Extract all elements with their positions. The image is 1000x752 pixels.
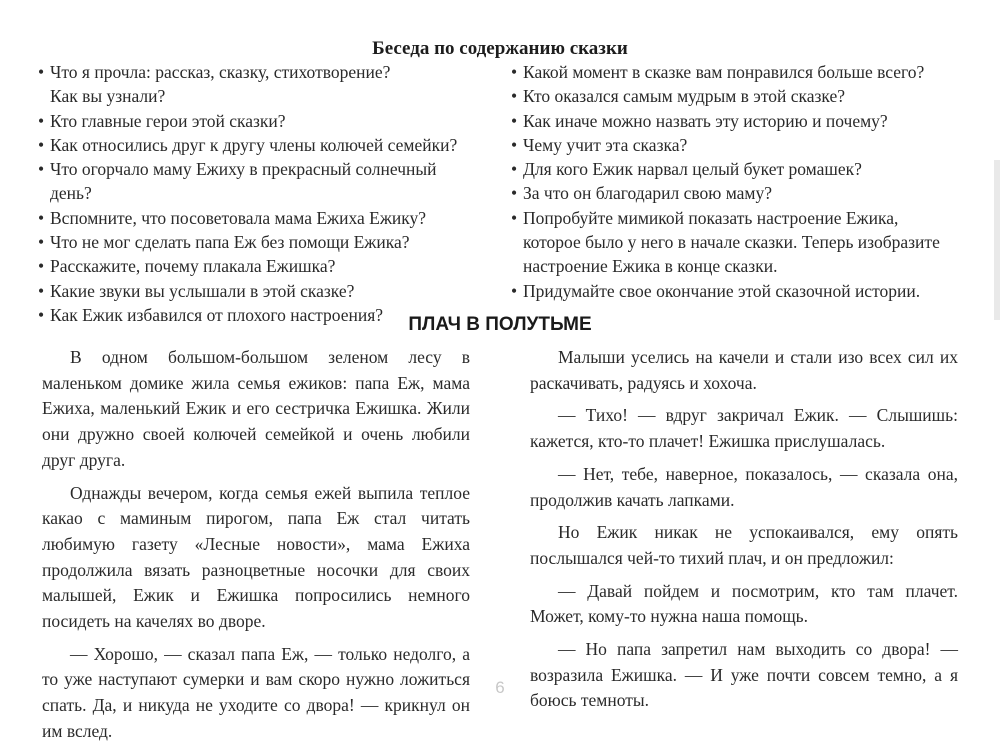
story-paragraph: — Хорошо, — сказал папа Еж, — только недолго, а то уже наступают сумерки и вам скоро нужно ложиться спать. Да, и никуда не уходите со двора! — крикнул он им вслед.: [42, 643, 470, 741]
question-item: • Попробуйте мимикой показать настроение Ежика,: [511, 206, 981, 230]
question-item: • Как относились друг к другу члены колючей семейки?: [38, 133, 508, 157]
story-paragraph: — Тихо! — вдруг закричал Ежик. — Слышишь: кажется, кто-то плачет! Ежишка прислушалась.: [530, 405, 958, 452]
story-paragraph: — Давай пойдем и посмотрим, кто там плачет. Может, кому-то нужна наша помощь.: [530, 580, 958, 627]
question-item: • Что огорчало маму Ежиху в прекрасный солнечный: [38, 157, 508, 181]
story-paragraph: В одном большом-большом зеленом лесу в маленьком домике жила семья ежиков: папа Еж, мама Ежиха, маленький Ежик и его сестричка Ежишка. Жили они дружно своей колючей семейкой и очень любили друг друга.: [42, 347, 470, 470]
page-edge-shadow: [994, 160, 1000, 320]
story-paragraph: Однажды вечером, когда семья ежей выпила теплое какао с маминым пирогом, папа Еж стал читать любимую газету «Лесные новости», мама Ежиха продолжила вязать разноцветные носочки для своих малышей, Ежик и Ежишка попросились немного посидеть на качелях во дворе.: [42, 482, 470, 632]
question-item: • Как Ежик избавился от плохого настроения?: [38, 303, 508, 327]
question-item: • Кто главные герои этой сказки?: [38, 109, 508, 133]
question-item: • Что я прочла: рассказ, сказку, стихотворение?: [38, 60, 508, 84]
story-paragraph: — Нет, тебе, наверное, показалось, — сказала она, продолжив качать лапками.: [530, 463, 958, 510]
question-item: • Для кого Ежик нарвал целый букет ромашек?: [511, 157, 981, 181]
question-item: Как вы узнали?: [50, 86, 166, 107]
story-right-column: [530, 345, 958, 721]
question-item: день?: [50, 183, 92, 204]
question-item: • Придумайте свое окончание этой сказочной истории.: [511, 279, 981, 303]
question-item: • Вспомните, что посоветовала мама Ежиха Ежику?: [38, 206, 508, 230]
section-heading: Беседа по содержанию сказки: [372, 38, 628, 59]
story-paragraph: Малыши уселись на качели и стали изо всех сил их раскачивать, радуясь и хохоча.: [530, 347, 958, 393]
question-item: которое было у него в начале сказки. Теперь изобразите: [523, 232, 940, 253]
question-item: • За что он благодарил свою маму?: [511, 181, 981, 205]
question-item: • Какой момент в сказке вам понравился больше всего?: [511, 60, 981, 84]
story-paragraph: Но Ежик никак не успокаивался, ему опять послышался чей-то тихий плач, и он предложил:: [530, 522, 958, 568]
question-item: • Расскажите, почему плакала Ежишка?: [38, 254, 508, 278]
questions-left-column: [38, 60, 508, 327]
question-item: • Кто оказался самым мудрым в этой сказке?: [511, 84, 981, 108]
story-title: ПЛАЧ В ПОЛУТЬМЕ: [408, 314, 592, 335]
story-paragraph: — Но папа запретил нам выходить со двора! — возразила Ежишка. — И уже почти совсем темно, а я боюсь темноты.: [530, 639, 958, 711]
question-item: • Как иначе можно назвать эту историю и почему?: [511, 109, 981, 133]
questions-right-column: [511, 60, 981, 303]
question-item: • Чему учит эта сказка?: [511, 133, 981, 157]
question-item: настроение Ежика в конце сказки.: [523, 256, 778, 277]
page-number: 6: [495, 678, 505, 697]
question-item: • Какие звуки вы услышали в этой сказке?: [38, 279, 508, 303]
question-item: • Что не мог сделать папа Еж без помощи Ежика?: [38, 230, 508, 254]
